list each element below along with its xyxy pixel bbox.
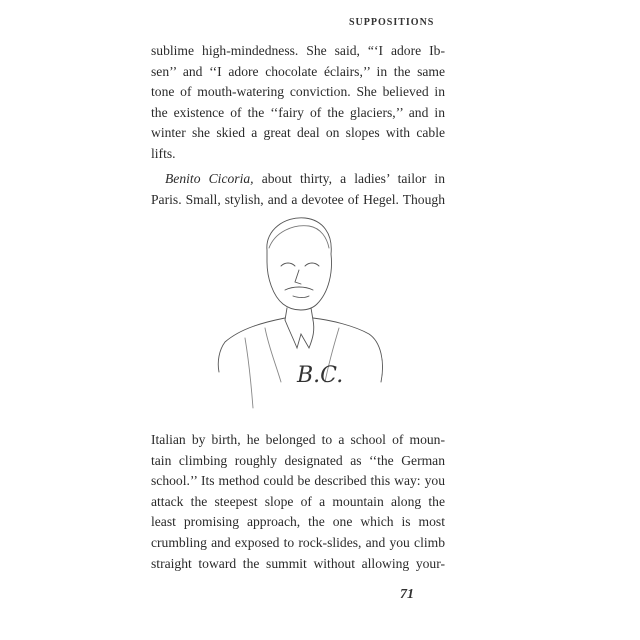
character-name: Benito Cicoria, (165, 171, 254, 186)
lapels (285, 320, 314, 348)
nose (295, 270, 301, 284)
mouth (293, 296, 309, 298)
text-line: Italian by birth, he belonged to a school of moun- (151, 432, 445, 447)
text-run: about thirty, a ladies’ tailor in (253, 171, 446, 186)
head-outline (267, 218, 332, 310)
text-line (151, 169, 445, 190)
text-line: attack the steepest slope of a mountain along the (151, 493, 445, 509)
page-number: 71 (400, 587, 414, 602)
left-eye (281, 263, 295, 266)
right-eye (305, 263, 319, 266)
running-header: SUPPOSITIONS (349, 17, 435, 28)
text-line: straight toward the summit without allowing your- (151, 555, 445, 571)
text-line: Paris. Small, stylish, and a devotee of Hegel. Though (151, 191, 445, 207)
paragraph-3 (151, 430, 445, 574)
text-line: school.’’ Its method could be described this way: you (151, 473, 445, 489)
text-line: the existence of the ‘‘fairy of the glaciers,’’ and in (151, 104, 445, 120)
hair (269, 226, 329, 248)
text-line: least promising approach, the one which is most (151, 514, 445, 530)
text-line: sen’’ and ‘‘I adore chocolate éclairs,’’ in the same (151, 63, 445, 79)
paragraph-2 (151, 169, 445, 210)
text-line: crumbling and exposed to rock-slides, and you climb (151, 534, 445, 550)
text-line: sublime high-mindedness. She said, “‘I adore Ib- (151, 43, 445, 58)
text-line: winter she skied a great deal on slopes with cable (151, 125, 445, 141)
text-line: tone of mouth-watering conviction. She believed in (151, 84, 445, 100)
text-line: tain climbing roughly designated as ‘‘the German (151, 452, 445, 468)
portrait-sketch-illustration (205, 212, 405, 412)
mustache (285, 287, 313, 290)
text-line: lifts. (151, 145, 176, 161)
paragraph-1 (151, 41, 445, 165)
illustration-initials: B.C. (297, 363, 344, 388)
